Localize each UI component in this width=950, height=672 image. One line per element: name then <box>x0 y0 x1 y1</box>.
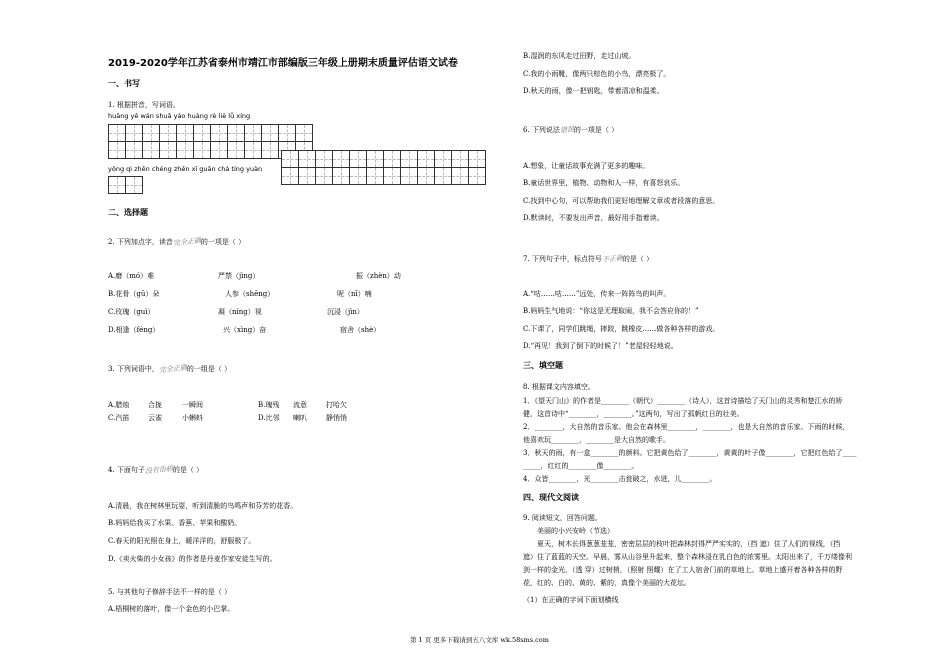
question-5-stem: 5. 与其他句子修辞手法不一样的是（ ） <box>108 588 232 596</box>
handwritten-note: 没有语病 <box>144 464 174 476</box>
q7-option-d[interactable]: D.“再见！我到了倒下的时候了！”老屋轻轻地说。 <box>523 342 678 350</box>
grid-cell[interactable] <box>417 150 435 168</box>
q4-option-c[interactable]: C.春天的阳光照在身上，暖洋洋的，舒服极了。 <box>108 537 256 545</box>
grid-cell[interactable] <box>298 150 316 168</box>
q8-line-2b: 他喜欢玩________，________是大自然的歌手。 <box>523 436 670 444</box>
page-title: 2019-2020学年江苏省泰州市靖江市部编版三年级上册期末质量评估语文试卷 <box>108 58 458 69</box>
q2-option-b-3: 呢（nī）喃 <box>337 290 372 298</box>
grid-cell[interactable] <box>400 167 418 185</box>
grid-cell[interactable] <box>400 150 418 168</box>
grid-cell[interactable] <box>108 176 126 194</box>
grid-cell[interactable] <box>159 124 177 142</box>
grid-cell[interactable] <box>227 141 245 159</box>
writing-grid-row-1 <box>109 124 313 142</box>
grid-cell[interactable] <box>244 141 262 159</box>
grid-cell[interactable] <box>298 167 316 185</box>
q4-option-a[interactable]: A.清晨，我在树林里玩耍，听到清脆的鸟鸣声和芬芳的花香。 <box>108 502 298 510</box>
q8-line-3b: _____，红红的________像________。 <box>523 462 639 470</box>
passage-title: 美丽的小兴安岭（节选） <box>537 527 614 535</box>
grid-cell[interactable] <box>159 141 177 159</box>
q3-option-c-word-2: 云雀 <box>148 414 162 422</box>
grid-cell[interactable] <box>176 141 194 159</box>
pinyin-line-2: yǒng qì zhēn chéng zhēn xī guān chá tíng yuàn <box>108 165 263 173</box>
q5-option-a[interactable]: A.梧桐树的落叶，像一个金色的小巴掌。 <box>108 605 235 613</box>
grid-cell[interactable] <box>366 167 384 185</box>
q6-option-a[interactable]: A.想象，让童话故事充满了更多的趣味。 <box>523 162 650 170</box>
q2-option-d-1[interactable]: D.相逢（féng） <box>108 326 160 334</box>
q3-option-b-word-2: 流意 <box>293 401 307 409</box>
q5-option-c[interactable]: C.我的小雨靴，像两只棕色的小鸟，漂亮极了。 <box>523 70 671 78</box>
q2-option-b-1[interactable]: B.花骨（gū）朵 <box>108 290 160 298</box>
q2-option-c-2: 凝（níng）视 <box>218 308 262 316</box>
question-6-stem: 6. 下列说法错误的一项是（ ） <box>523 125 619 135</box>
q8-line-1a: 1．《望天门山》的作者是________（朝代）________（诗人），这首诗描绘了天门山的灵秀和楚江水的矫 <box>523 397 843 405</box>
grid-cell[interactable] <box>125 141 143 159</box>
q3-option-a-word-3: 一瞬间 <box>182 401 203 409</box>
grid-cell[interactable] <box>468 150 486 168</box>
q7-option-a[interactable]: A.“咕……咕……”远处，传来一阵阵鸟的叫声。 <box>523 290 671 298</box>
section-heading-choice: 二、选择题 <box>108 208 148 217</box>
q2-option-a-2: 严禁（jìng） <box>218 272 260 280</box>
grid-cell[interactable] <box>349 167 367 185</box>
grid-cell[interactable] <box>244 124 262 142</box>
q6-option-c[interactable]: C.找到中心句，可以帮助我们更好地理解文章或者段落的意思。 <box>523 197 720 205</box>
pinyin-line-1: huāng yě wán shuǎ yáo huàng rè liè lǚ xíng <box>108 112 251 120</box>
q7-option-c[interactable]: C.下课了，同学们跳绳，摔跤，跳橡皮……做各种各样的游戏。 <box>523 325 720 333</box>
q7-option-b[interactable]: B.妈妈生气地说：“你这是无理取闹，我不会答应你的！” <box>523 307 699 315</box>
q8-line-1b: 健，这首诗中“________，________。”这两句，写出了孤帆红日的壮美。 <box>523 410 744 418</box>
grid-cell[interactable] <box>108 124 126 142</box>
question-2-stem: 2. 下列加点字，读音完全正确的一项是（ ） <box>108 236 246 248</box>
grid-cell[interactable] <box>451 167 469 185</box>
handwritten-note: 不正确 <box>601 253 624 265</box>
q5-option-d[interactable]: D.秋天的雨，像一把钥匙，带着清凉和温柔。 <box>523 87 664 95</box>
question-4-stem: 4. 下面句子没有语病的是（ ） <box>108 464 204 476</box>
passage-line-3: 剑一样的金光，（透 穿）过树梢，（照射 照耀）在了工人宿舍门前的草地上。草地上盛开着各种各样的野 <box>523 566 843 574</box>
grid-cell[interactable] <box>125 124 143 142</box>
q3-option-a[interactable]: A.腊烛 <box>108 401 130 409</box>
section-heading-writing: 一、书写 <box>108 79 140 88</box>
q3-option-c-word-3: 小蝌蚪 <box>182 414 203 422</box>
q5-option-b[interactable]: B.湿润的东风走过田野，走过山坡。 <box>523 52 636 60</box>
grid-cell[interactable] <box>417 167 435 185</box>
q6-option-b[interactable]: B.童话世界里，植物、动物和人一样，有喜怒哀乐。 <box>523 179 685 187</box>
grid-cell[interactable] <box>193 141 211 159</box>
q2-option-c-1[interactable]: C.玫瑰（guì） <box>108 308 155 316</box>
grid-cell[interactable] <box>295 124 313 142</box>
writing-grid-row-5 <box>109 176 143 194</box>
q3-option-d-word-2: 喇叭 <box>293 414 307 422</box>
handwritten-note: 错误 <box>559 125 575 135</box>
grid-cell[interactable] <box>281 167 299 185</box>
grid-cell[interactable] <box>434 150 452 168</box>
grid-cell[interactable] <box>261 124 279 142</box>
q2-option-c-3: 沉浸（jìn） <box>327 308 364 316</box>
grid-cell[interactable] <box>315 167 333 185</box>
q3-option-c[interactable]: C.汽笛 <box>108 414 130 422</box>
handwritten-note: 完全正确 <box>172 236 202 248</box>
grid-cell[interactable] <box>193 124 211 142</box>
writing-grid-row-4 <box>282 167 486 185</box>
writing-grid-row-3 <box>282 150 486 168</box>
question-7-stem: 7. 下列句子中，标点符号不正确的是（ ） <box>523 253 654 265</box>
q2-option-d-2: 兴（xìng）奋 <box>223 326 267 334</box>
q8-line-2a: 2．________，大自然的音乐家。他会在森林里________，________，也是大自然的音乐家。下雨的时候， <box>523 423 850 431</box>
q3-option-b-word-3: 打哈欠 <box>326 401 347 409</box>
grid-cell[interactable] <box>125 176 143 194</box>
grid-cell[interactable] <box>281 150 299 168</box>
q3-option-d-word-3: 静悄悄 <box>326 414 347 422</box>
q4-option-d[interactable]: D.《卖火柴的小女孩》的作者是丹麦作家安徒生写的。 <box>108 555 277 563</box>
passage-line-4: 花，红的、白的、黄的、紫的，真像个美丽的大花坛。 <box>523 579 691 587</box>
grid-cell[interactable] <box>227 124 245 142</box>
q2-option-a-1[interactable]: A.磨（mó）难 <box>108 272 155 280</box>
grid-cell[interactable] <box>210 124 228 142</box>
grid-cell[interactable] <box>468 167 486 185</box>
q6-option-d[interactable]: D.默读时，不要发出声音，最好用手指着读。 <box>523 214 664 222</box>
grid-cell[interactable] <box>332 167 350 185</box>
q4-option-b[interactable]: B.妈妈给我买了水果、香蕉、苹果和酸奶。 <box>108 519 242 527</box>
section-heading-fill: 三、填空题 <box>523 361 563 370</box>
grid-cell[interactable] <box>349 150 367 168</box>
passage-line-2: 遮）住了蓝蓝的天空。早晨，雾从山谷里升起来，整个森林浸在乳白色的浓雾里。太阳出来了，千万缕像利 <box>523 553 852 561</box>
section-heading-reading: 四、现代文阅读 <box>523 493 579 502</box>
grid-cell[interactable] <box>315 150 333 168</box>
grid-cell[interactable] <box>108 141 126 159</box>
grid-cell[interactable] <box>434 167 452 185</box>
grid-cell[interactable] <box>366 150 384 168</box>
q3-option-d[interactable]: D.比邻 <box>258 414 280 422</box>
grid-cell[interactable] <box>210 141 228 159</box>
question-8-stem: 8. 根据课文内容填空。 <box>523 383 595 391</box>
grid-cell[interactable] <box>278 124 296 142</box>
q8-line-3a: 3．秋天的雨，有一盒________的颜料。它把黄色给了________，黄黄的叶子像________，它把红色给了____ <box>523 449 857 457</box>
grid-cell[interactable] <box>261 141 279 159</box>
grid-cell[interactable] <box>142 124 160 142</box>
q2-option-a-3: 振（zhèn）动 <box>356 272 401 280</box>
q2-option-d-3: 宿舍（shè） <box>340 326 381 334</box>
grid-cell[interactable] <box>383 167 401 185</box>
grid-cell[interactable] <box>451 150 469 168</box>
passage-line-1: 夏天，树木长得葱葱茏茏，密密层层的枝叶把森林封得严严实实的，（挡 遮）住了人们的视线，（挡 <box>537 540 841 548</box>
grid-cell[interactable] <box>332 150 350 168</box>
q3-option-b[interactable]: B.瑰残 <box>258 401 280 409</box>
page-footer: 第 1 页 更多下载请到五八文库 wk.58sms.com <box>410 636 549 644</box>
handwritten-note: 完全正确 <box>158 363 188 375</box>
q2-option-b-2: 人参（shēng） <box>225 290 275 298</box>
question-3-stem: 3. 下列词语中，完全正确的一组是（ ） <box>108 363 232 375</box>
grid-cell[interactable] <box>383 150 401 168</box>
q3-option-a-word-2: 合拢 <box>148 401 162 409</box>
question-1-stem: 1. 根据拼音，写词语。 <box>108 101 180 109</box>
grid-cell[interactable] <box>176 124 194 142</box>
q9-sub-question-1: （1）在正确的字词下面划横线 <box>523 596 619 604</box>
q8-line-4: 4．众皆________，光________击瓮破之，水迸，儿________。 <box>523 475 717 483</box>
grid-cell[interactable] <box>142 141 160 159</box>
question-9-stem: 9. 阅读短文，回答问题。 <box>523 514 602 522</box>
